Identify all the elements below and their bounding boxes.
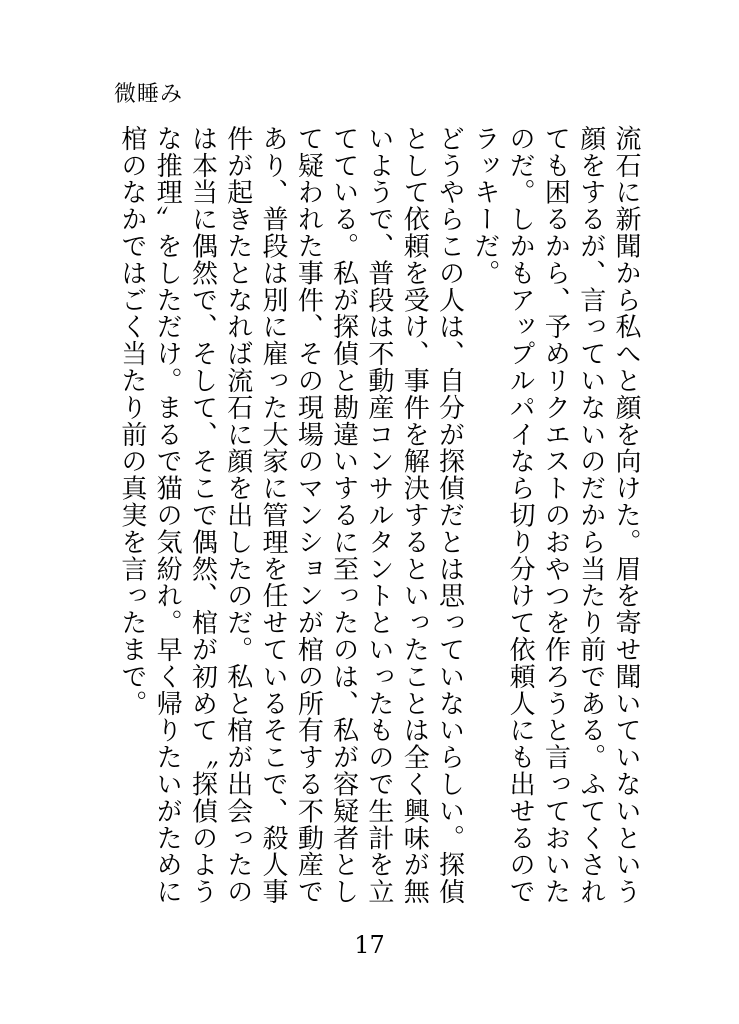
paragraph: 流石に新聞から私へと顔を向けた。眉を寄せ聞いていないという顔をするが、言っていないのだから当たり前である。ふてくされても困るから、予めリクエストのおやつを作ろうと言っておいたのだ。しかもアップルパイなら切り分けて依頼人にも出せるのでラッキーだ。 bbox=[469, 125, 641, 906]
body-text bbox=[114, 125, 643, 915]
running-title: 微睡み bbox=[114, 82, 184, 107]
page-number: 17 bbox=[354, 931, 385, 959]
paragraph: どうやらこの人は、自分が探偵だとは思っていないらしい。探偵として依頼を受け、事件を解決するといったことは全く興味が無いようで、普段は不動産コンサルタントといったもので生計を立てている。私が探偵と勘違いするに至ったのは、私が容疑者として疑われた事件、その現場のマンションが棺の所有する不動産であり、普段は別に雇った大家に管理を任せているそこで、殺人事件が起きたとなれば流石に顔を出したのだ。私と棺が出会ったのは本当に偶然で、そして、そこで偶然、棺が初めて〝探偵のような推理〟をしただけ。まるで猫の気紛れ。早く帰りたいがために棺のなかではごく当たり前の真実を言ったまで。 bbox=[116, 125, 465, 906]
